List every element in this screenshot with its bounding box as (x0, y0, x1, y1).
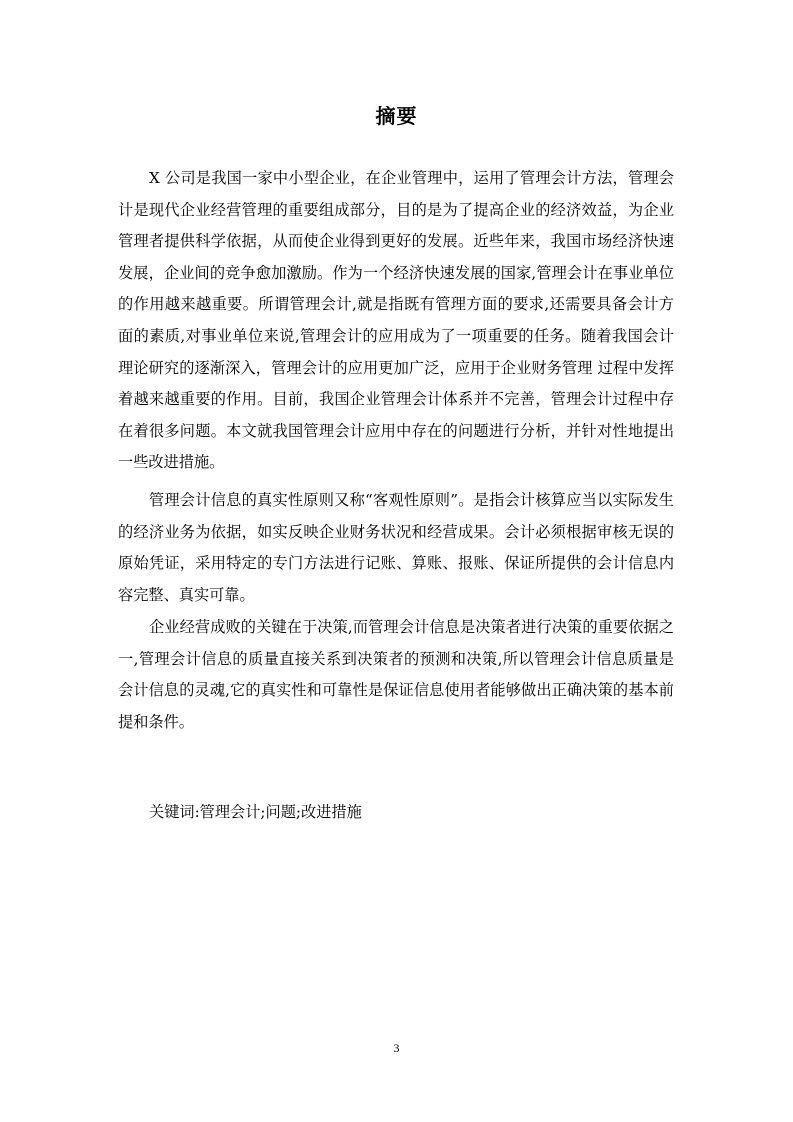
page-title: 摘要 (375, 104, 418, 128)
abstract-paragraph-1: X 公司是我国一家中小型企业，在企业管理中，运用了管理会计方法，管理会计是现代企业经营管理的重要组成部分，目的是为了提高企业的经济效益，为企业管理者提供科学依据，从而使企业得到更好的发展。近些年来，我国市场经济快速发展，企业间的竞争愈加激励。作为一个经济快速发展的国家,管理会计在事业单位的作用越来越重要。所谓管理会计,就是指既有管理方面的要求,还需要具备会计方面的素质,对事业单位来说,管理会计的应用成为了一项重要的任务。随着我国会计理论研究的逐渐深入，管理会计的应用更加广泛，应用于企业财务管理 过程中发挥着越来越重要的作用。目前，我国企业管理会计体系并不完善，管理会计过程中存在着很多问题。本文就我国管理会计应用中存在的问题进行分析，并针对性地提出一些改进措施。 (118, 169, 674, 472)
keywords-line: 关键词:管理会计;问题;改进措施 (149, 803, 362, 821)
abstract-paragraph-2: 管理会计信息的真实性原则又称“客观性原则”。是指会计核算应当以实际发生的经济业务为依据，如实反映企业财务状况和经营成果。会计必须根据审核无误的原始凭证，采用特定的专门方法进行记账、算账、报账、保证所提供的会计信息内容完整、真实可靠。 (118, 491, 674, 604)
abstract-paragraph-3: 企业经营成败的关键在于决策,而管理会计信息是决策者进行决策的重要依据之一,管理会计信息的质量直接关系到决策者的预测和决策,所以管理会计信息质量是会计信息的灵魂,它的真实性和可靠性是保证信息使用者能够做出正确决策的基本前提和条件。 (118, 618, 674, 731)
page-number: 3 (393, 1041, 400, 1055)
